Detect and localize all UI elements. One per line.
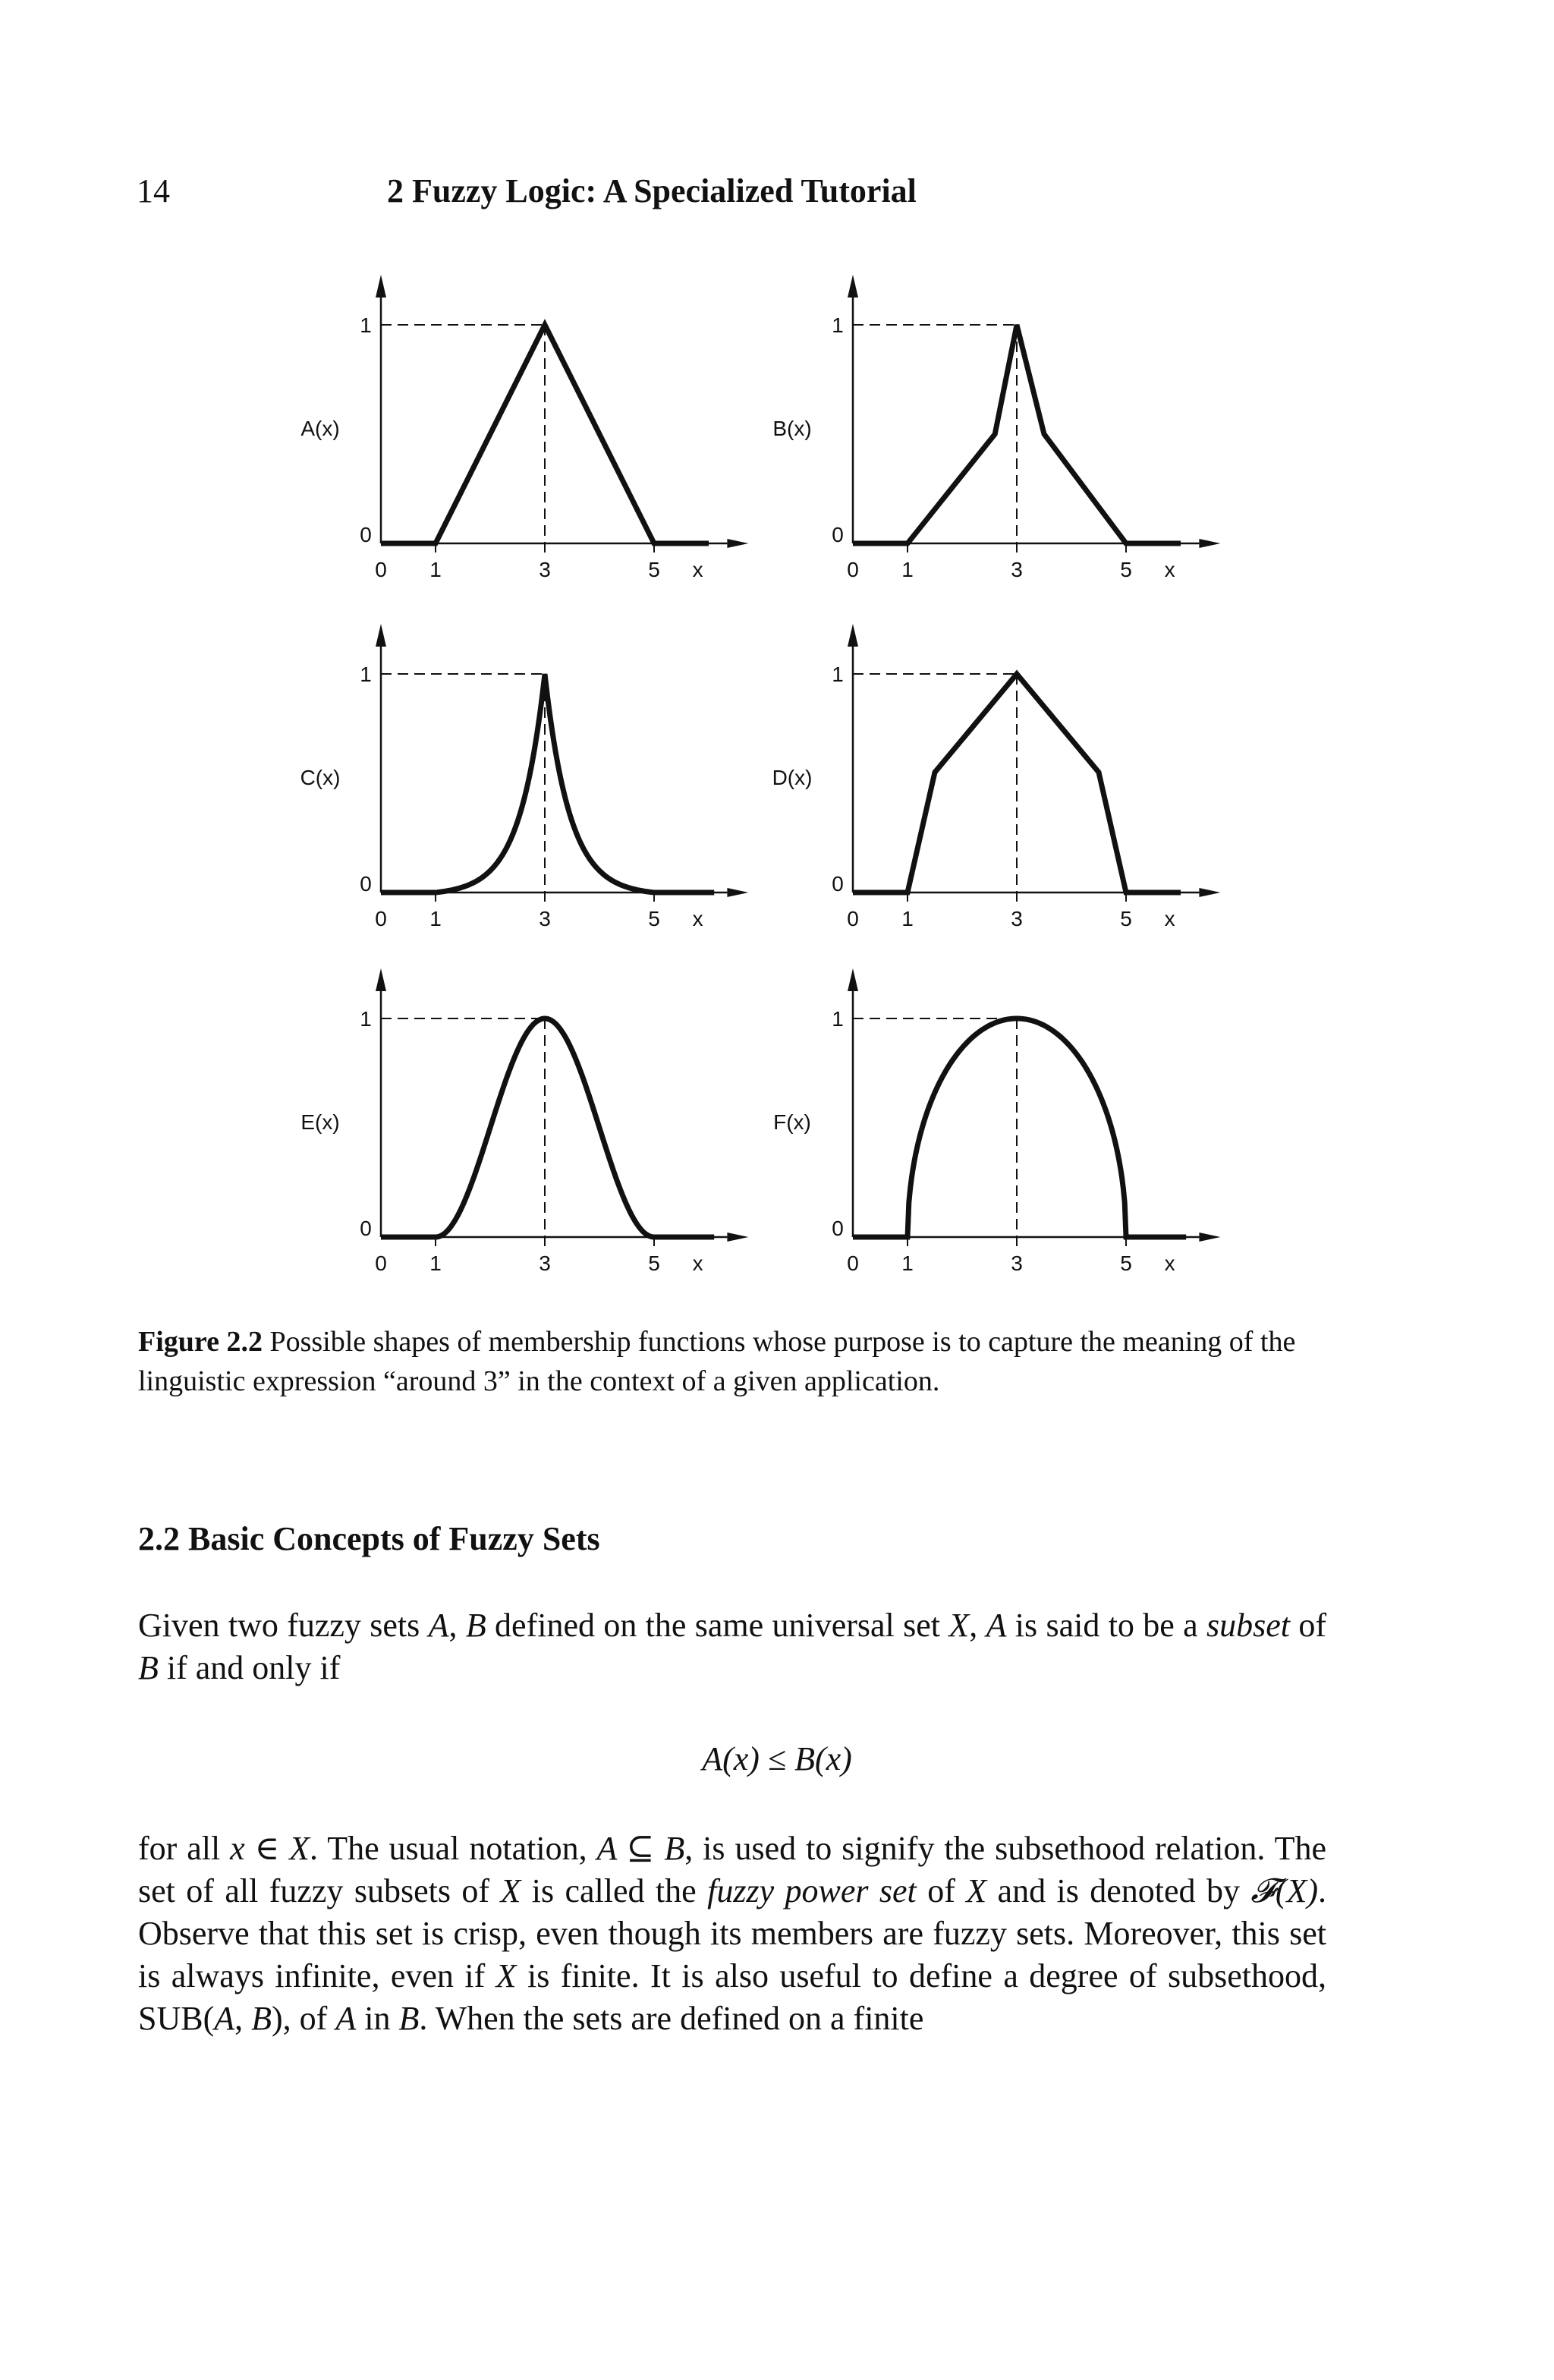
math-var: X bbox=[948, 1607, 970, 1644]
x-tick-label: 3 bbox=[539, 1251, 551, 1275]
x-axis-label: x bbox=[692, 1251, 703, 1275]
function-label: C(x) bbox=[300, 766, 341, 789]
math-var: B bbox=[465, 1607, 486, 1644]
x-tick-label: 5 bbox=[1120, 1251, 1132, 1275]
x-tick-label: 0 bbox=[847, 907, 859, 930]
y-tick-label: 0 bbox=[832, 872, 844, 896]
x-tick-label: 3 bbox=[1011, 1251, 1023, 1275]
text-run: , bbox=[969, 1607, 986, 1644]
panel-c bbox=[300, 624, 749, 930]
figure-caption bbox=[138, 1322, 1326, 1401]
x-tick-label: 3 bbox=[539, 907, 551, 930]
text-run: is called the bbox=[521, 1872, 708, 1909]
math-var: A bbox=[214, 2000, 235, 2037]
text-run: of bbox=[1290, 1607, 1327, 1644]
x-axis-arrow bbox=[727, 539, 748, 548]
x-tick-label: 0 bbox=[375, 1251, 387, 1275]
y-tick-label: 0 bbox=[360, 872, 372, 896]
x-axis-label: x bbox=[692, 558, 703, 581]
math-var: A bbox=[335, 2000, 357, 2037]
emphasis-term: fuzzy power set bbox=[707, 1872, 917, 1909]
panel-b bbox=[772, 275, 1220, 581]
y-axis-arrow bbox=[848, 968, 858, 991]
x-tick-label: 0 bbox=[847, 558, 859, 581]
y-tick-label: 0 bbox=[832, 1217, 844, 1240]
x-axis-arrow bbox=[1199, 1232, 1220, 1242]
y-tick-label: 1 bbox=[832, 663, 844, 686]
text-run: for all bbox=[138, 1830, 231, 1867]
y-tick-label: 0 bbox=[832, 523, 844, 546]
figure-caption-label: Figure 2.2 bbox=[138, 1326, 263, 1358]
math-expr: x ∈ X bbox=[230, 1830, 310, 1867]
x-tick-label: 1 bbox=[901, 907, 914, 930]
math-expr: 𝓕(X) bbox=[1250, 1872, 1318, 1909]
display-equation: A(x) ≤ B(x) bbox=[702, 1740, 852, 1777]
text-run: . The usual notation, bbox=[310, 1830, 597, 1867]
text-run: , bbox=[234, 2000, 252, 2037]
math-var: B bbox=[138, 1649, 159, 1686]
x-tick-label: 1 bbox=[901, 1251, 914, 1275]
y-tick-label: 1 bbox=[360, 1007, 372, 1031]
x-axis-label: x bbox=[1164, 558, 1175, 581]
x-tick-label: 0 bbox=[375, 558, 387, 581]
function-label: D(x) bbox=[772, 766, 813, 789]
x-tick-label: 1 bbox=[901, 558, 914, 581]
text-run: in bbox=[356, 2000, 399, 2037]
text-run: and is denoted by bbox=[986, 1872, 1251, 1909]
x-axis-arrow bbox=[1199, 888, 1220, 897]
math-var: X bbox=[500, 1872, 521, 1909]
text-run: , bbox=[448, 1607, 466, 1644]
x-tick-label: 3 bbox=[1011, 558, 1023, 581]
math-var: A bbox=[986, 1607, 1007, 1644]
y-tick-label: 1 bbox=[360, 663, 372, 686]
text-run: . Observe that this set is crisp, even though its members are fuzzy sets. Moreover, this set is always infinite, even if bbox=[138, 1872, 1326, 1994]
math-var: B bbox=[398, 2000, 420, 2037]
function-label: F(x) bbox=[773, 1110, 811, 1134]
math-expr: A ⊆ B bbox=[596, 1830, 685, 1867]
x-tick-label: 3 bbox=[1011, 907, 1023, 930]
panel-e bbox=[300, 968, 748, 1275]
function-label: E(x) bbox=[300, 1110, 340, 1134]
paragraph-2 bbox=[138, 1828, 1326, 2040]
membership-curve-c bbox=[381, 674, 714, 892]
x-tick-label: 5 bbox=[1120, 907, 1132, 930]
text-run: of bbox=[916, 1872, 967, 1909]
y-tick-label: 1 bbox=[360, 313, 372, 337]
text-run: , is used to signify the subsethood relation. The set of all fuzzy subsets of bbox=[138, 1830, 1326, 1909]
y-axis-arrow bbox=[848, 624, 858, 647]
paragraph-1 bbox=[138, 1604, 1326, 1689]
figure-caption-text: Possible shapes of membership functions whose purpose is to capture the meaning of the linguistic expression “around 3” in the context of a given application. bbox=[138, 1326, 1296, 1397]
x-tick-label: 5 bbox=[648, 1251, 660, 1275]
x-tick-label: 5 bbox=[1120, 558, 1132, 581]
y-tick-label: 1 bbox=[832, 313, 844, 337]
math-var: X bbox=[495, 1957, 517, 1994]
emphasis-term: subset bbox=[1206, 1607, 1291, 1644]
y-axis-arrow bbox=[376, 968, 386, 991]
panel-f bbox=[773, 968, 1220, 1275]
function-label: B(x) bbox=[772, 417, 812, 440]
x-tick-label: 1 bbox=[429, 558, 442, 581]
y-axis-arrow bbox=[376, 275, 386, 298]
function-label: A(x) bbox=[300, 417, 340, 440]
math-var: X bbox=[966, 1872, 987, 1909]
math-var: A bbox=[428, 1607, 449, 1644]
y-tick-label: 1 bbox=[832, 1007, 844, 1031]
figure-membership-functions bbox=[0, 258, 1554, 1321]
x-axis-arrow bbox=[1199, 539, 1220, 548]
panel-d bbox=[772, 624, 1221, 930]
text-run: defined on the same universal set bbox=[486, 1607, 949, 1644]
x-tick-label: 5 bbox=[648, 558, 660, 581]
x-axis-label: x bbox=[1164, 907, 1175, 930]
panel-a bbox=[300, 275, 748, 581]
x-tick-label: 1 bbox=[429, 907, 442, 930]
membership-curve-f bbox=[853, 1018, 1186, 1237]
x-tick-label: 5 bbox=[648, 907, 660, 930]
y-tick-label: 0 bbox=[360, 1217, 372, 1240]
math-var: B bbox=[251, 2000, 272, 2037]
y-tick-label: 0 bbox=[360, 523, 372, 546]
x-axis-arrow bbox=[727, 888, 748, 897]
membership-curve-e bbox=[381, 1018, 714, 1237]
x-axis-arrow bbox=[727, 1232, 748, 1242]
x-tick-label: 1 bbox=[429, 1251, 442, 1275]
section-heading: 2.2 Basic Concepts of Fuzzy Sets bbox=[138, 1520, 600, 1557]
x-tick-label: 0 bbox=[847, 1251, 859, 1275]
x-axis-label: x bbox=[692, 907, 703, 930]
y-axis-arrow bbox=[376, 624, 386, 647]
text-run: is finite. It is also useful to define a degree of subsethood, SUB( bbox=[138, 1957, 1327, 2037]
text-run: Given two fuzzy sets bbox=[138, 1607, 429, 1644]
text-run: is said to be a bbox=[1006, 1607, 1207, 1644]
y-axis-arrow bbox=[848, 275, 858, 298]
x-tick-label: 3 bbox=[539, 558, 551, 581]
text-run: if and only if bbox=[158, 1649, 341, 1686]
running-head: 2 Fuzzy Logic: A Specialized Tutorial bbox=[387, 172, 917, 209]
x-axis-label: x bbox=[1164, 1251, 1175, 1275]
text-run: ), of bbox=[272, 2000, 336, 2037]
text-run: . When the sets are defined on a finite bbox=[419, 2000, 924, 2037]
page-number: 14 bbox=[137, 172, 170, 209]
x-tick-label: 0 bbox=[375, 907, 387, 930]
